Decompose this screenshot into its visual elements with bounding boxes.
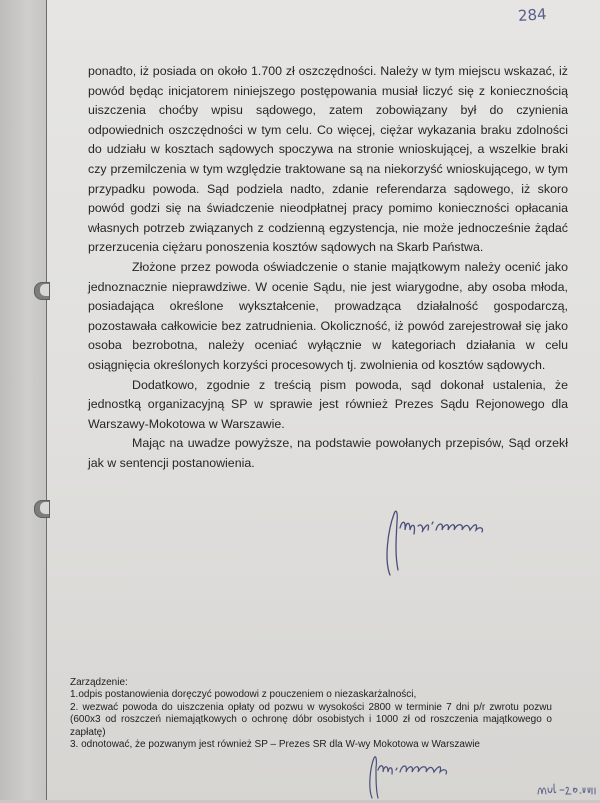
paragraph: ponadto, iż posiada on około 1.700 zł oszczędności. Należy w tym miejscu wskazać, iż powód będąc inicjatorem niniejszego postępowania musiał liczyć się z koniecznością uiszczenia choćby wpisu sądowego, zatem zobowiązany był do czynienia odpowiednich oszczędności w tym celu. Co więcej, ciężar wykazania braku zdolności do udziału w kosztach sądowych spoczywa na stronie wnioskującej, a wszelkie braki czy przemilczenia w tym względzie traktowane są na niekorzyść wnioskującego, w tym przypadku powoda. Sąd podziela nadto, zdanie referendarza sądowego, iż skoro powód godzi się na świadczenie nieodpłatnej pracy pomimo konieczności opłacania własnych potrzeb związanych z codzienną egzystencja, nie może jednocześnie żądać przerzucenia ciężaru ponoszenia kosztów sądowych na Skarb Państwa. xyxy=(88,64,568,255)
document-body xyxy=(88,62,568,473)
signature-icon xyxy=(364,752,479,800)
order-item: 1.odpis postanowienia doręczyć powodowi z pouczeniem o niezaskarżalności, xyxy=(70,689,417,701)
page-number: 284 xyxy=(517,5,548,25)
binder-background xyxy=(0,0,46,800)
orders-heading: Zarządzenie: xyxy=(70,677,128,688)
paragraph: Mając na uwadze powyższe, na podstawie powołanych przepisów, Sąd orzekł jak w sentencji postanowienia. xyxy=(88,436,568,470)
binder-ring-icon xyxy=(34,500,50,518)
paragraph: Dodatkowo, zgodnie z treścią pism powoda, sąd dokonał ustalenia, że jednostką organizacyjną SP w sprawie jest również Prezes Sądu Rejonowego dla Warszawy-Mokotowa w Warszawie. xyxy=(88,377,568,431)
signature-icon xyxy=(378,500,518,580)
binder-ring-icon xyxy=(34,282,50,300)
orders-section xyxy=(70,677,552,751)
order-item: 3. odnotować, że pozwanym jest również SP – Prezes SR dla W-wy Mokotowa w Warszawie xyxy=(70,739,480,751)
paragraph: Złożone przez powoda oświadczenie o stanie majątkowym należy ocenić jako jednoznacznie nieprawdziwe. W ocenie Sądu, nie jest wiarygodne, aby osoba młoda, posiadająca określone wykształcenie, prowadząca działalność gospodarczą, pozostawała całkowicie bez zatrudnienia. Okoliczność, iż powód zarejestrował się jako osoba bezrobotna, należy oceniać wyłącznie w kategoriach działania w celu osiągnięcia określonych korzyści procesowych tj. zwolnienia od kosztów sądowych. xyxy=(88,259,568,372)
handwritten-note xyxy=(536,778,598,798)
order-item: 2. wezwać powoda do uiszczenia opłaty od pozwu w wysokości 2800 w terminie 7 dni p/r zwrotu pozwu (600x3 od roszczeń niemajątkowych o ochronę dóbr osobistych i 1000 zł od roszczenia majątkowego o zapłatę) xyxy=(70,701,552,738)
handwritten-note-icon xyxy=(536,778,598,798)
